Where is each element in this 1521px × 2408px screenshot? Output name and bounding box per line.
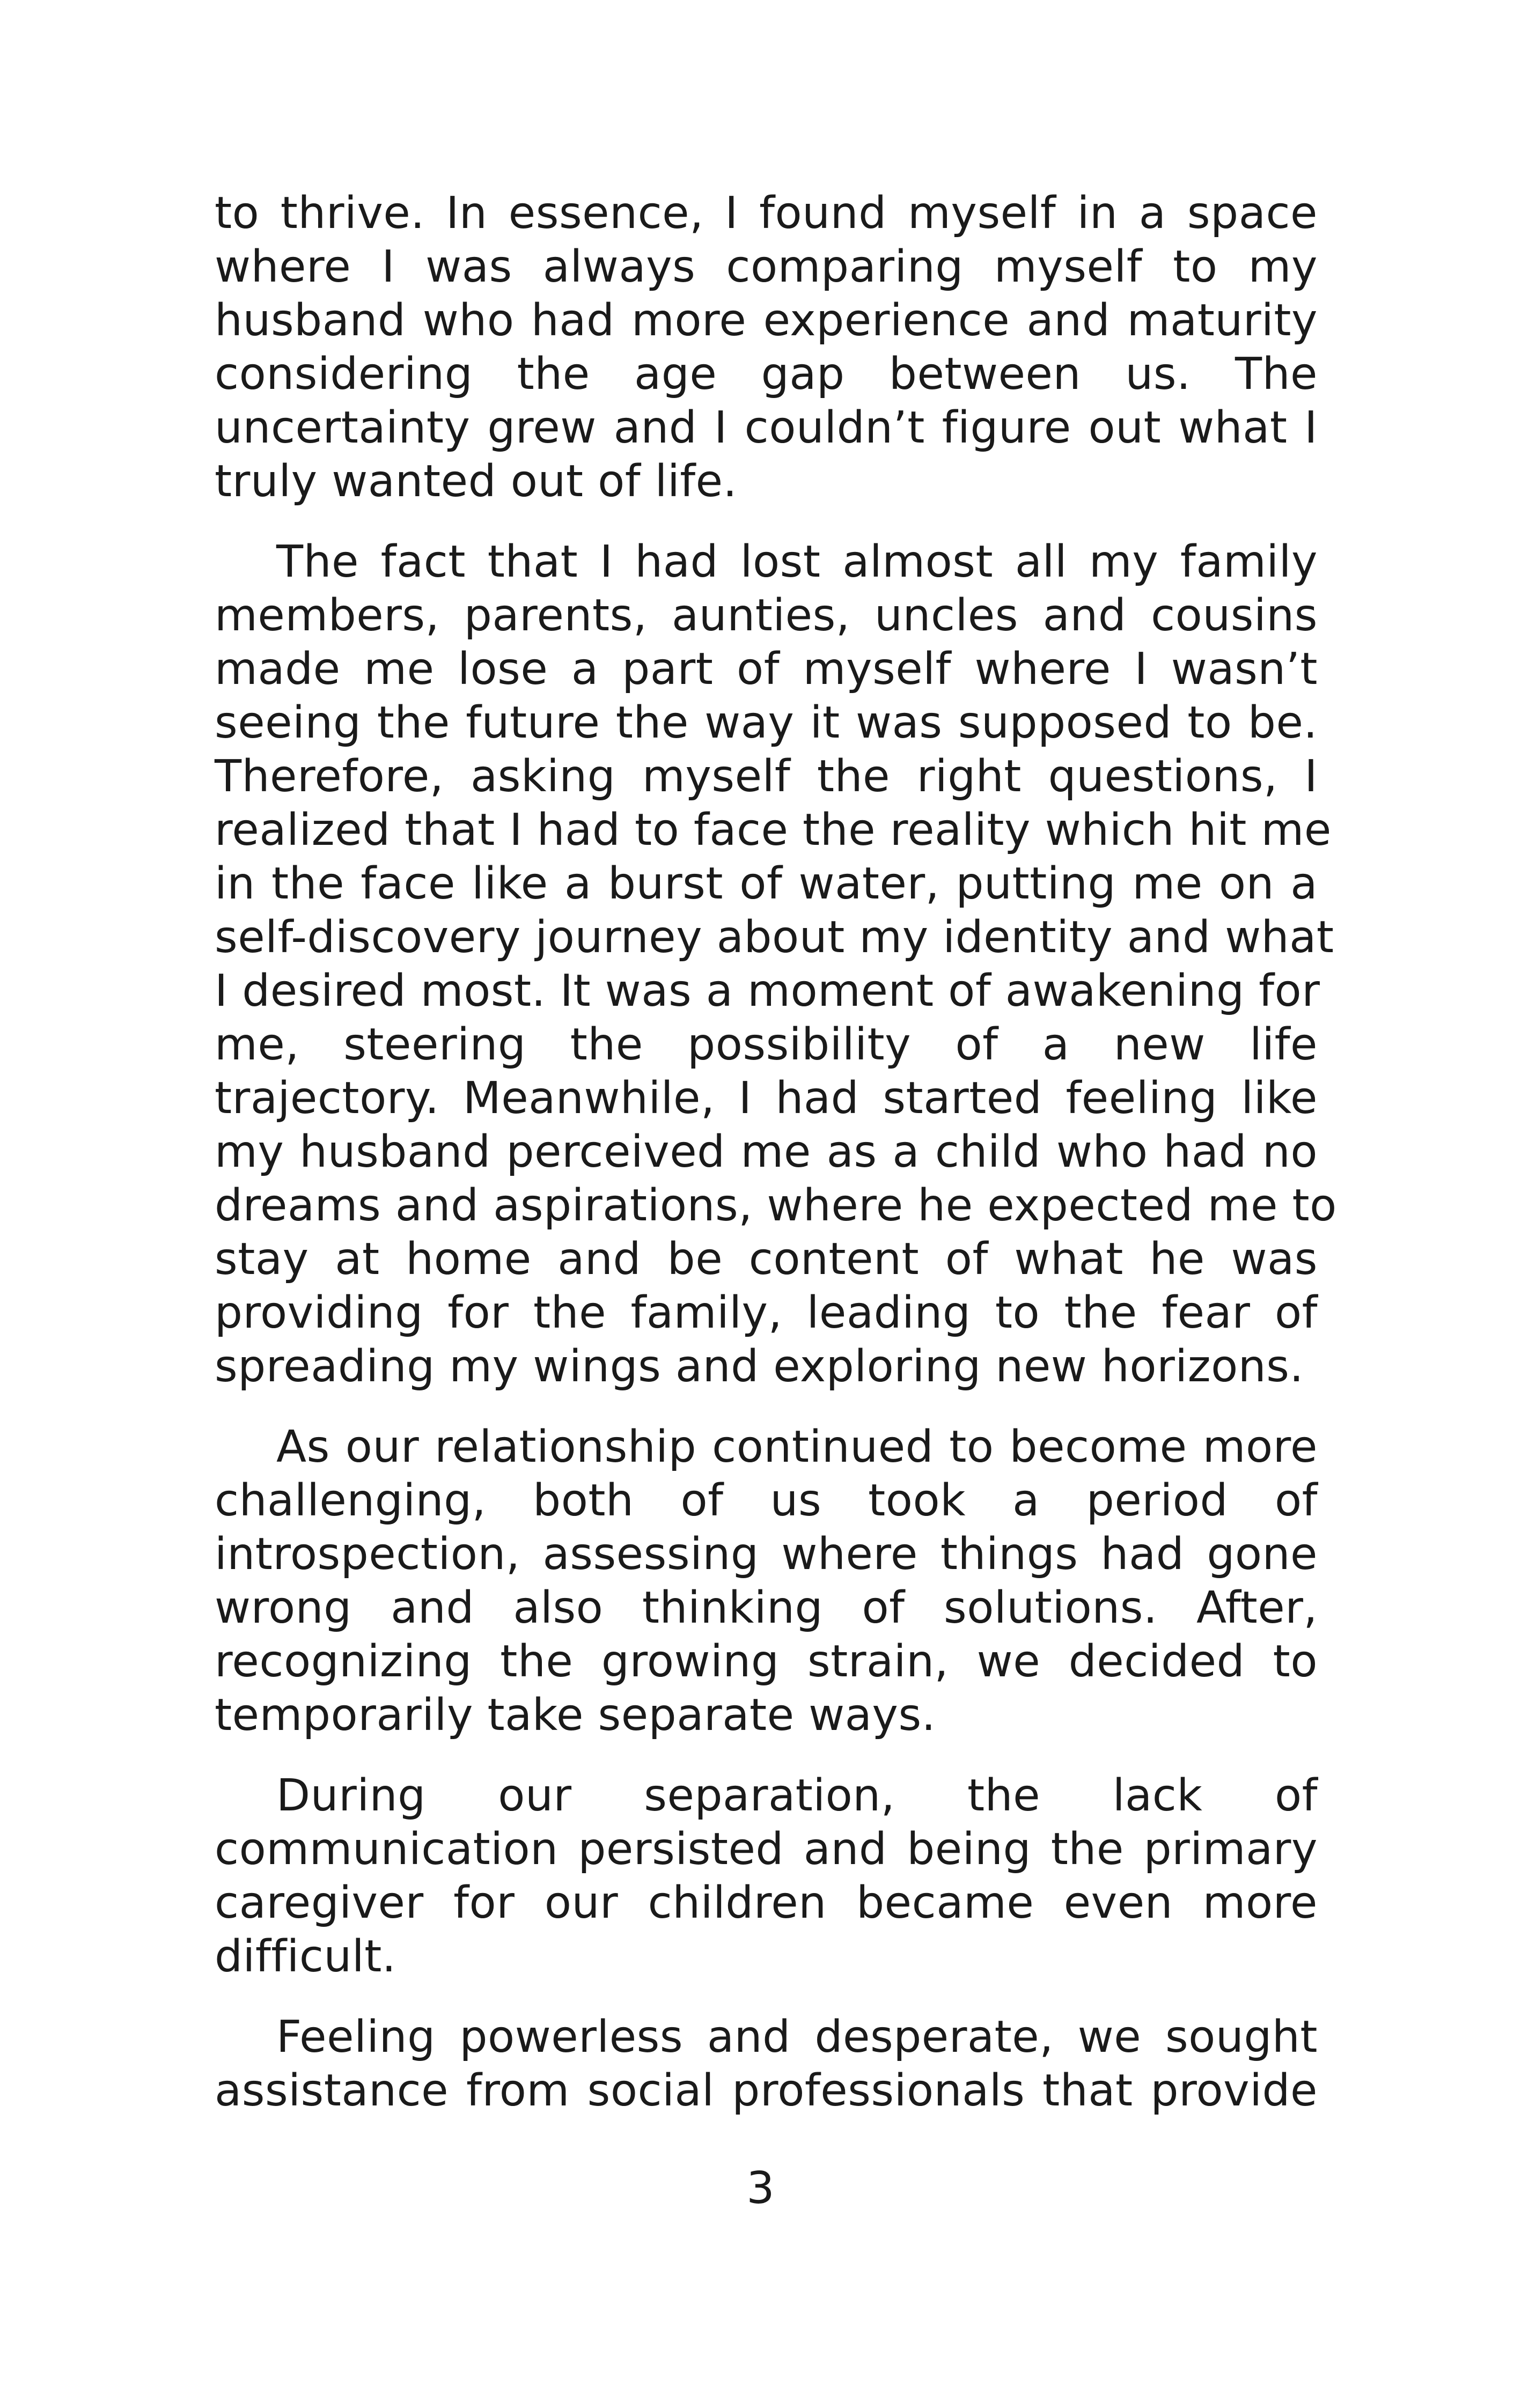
text-line: wrong and also thinking of solutions. After, xyxy=(215,1582,1318,1633)
paragraph xyxy=(215,187,1318,509)
paragraph xyxy=(215,1769,1318,1984)
page-number: 3 xyxy=(746,2163,775,2214)
text-line: temporarily take separate ways. xyxy=(215,1690,936,1741)
text-line: considering the age gap between us. The xyxy=(215,349,1318,400)
text-line: challenging, both of us took a period of xyxy=(215,1475,1318,1526)
text-line: During our separation, the lack of xyxy=(276,1770,1318,1821)
body-text xyxy=(215,187,1337,2145)
text-line: dreams and aspirations, where he expected me to xyxy=(215,1180,1337,1231)
text-line: Feeling powerless and desperate, we sought xyxy=(276,2012,1318,2063)
text-line: husband who had more experience and maturity xyxy=(215,295,1318,346)
text-line: recognizing the growing strain, we decided to xyxy=(215,1636,1318,1687)
text-line: me, steering the possibility of a new life xyxy=(215,1019,1318,1070)
text-line: uncertainty grew and I couldn’t figure out what I xyxy=(215,402,1318,453)
text-line: providing for the family, leading to the fear of xyxy=(215,1287,1318,1338)
text-line: The fact that I had lost almost all my family xyxy=(276,536,1318,587)
text-line: where I was always comparing myself to my xyxy=(215,241,1318,292)
text-line: my husband perceived me as a child who had no xyxy=(215,1126,1318,1177)
text-line: introspection, assessing where things had gone xyxy=(215,1529,1318,1580)
paragraph xyxy=(215,2011,1318,2118)
text-line: caregiver for our children became even more xyxy=(215,1877,1318,1928)
text-line: I desired most. It was a moment of awakening for xyxy=(215,966,1320,1017)
text-line: assistance from social professionals that provide xyxy=(215,2065,1318,2116)
paragraph xyxy=(215,535,1337,1394)
text-line: members, parents, aunties, uncles and cousins xyxy=(215,590,1318,641)
text-line: in the face like a burst of water, putting me on a xyxy=(215,858,1318,909)
text-line: self-discovery journey about my identity and what xyxy=(215,912,1334,963)
text-line: made me lose a part of myself where I wasn’t xyxy=(215,644,1318,695)
text-line: Therefore, asking myself the right questions, I xyxy=(215,751,1318,802)
text-line: trajectory. Meanwhile, I had started feeling like xyxy=(215,1073,1318,1124)
text-line: truly wanted out of life. xyxy=(215,456,738,507)
text-line: to thrive. In essence, I found myself in a space xyxy=(215,188,1318,239)
text-line: As our relationship continued to become more xyxy=(276,1422,1318,1472)
paragraph xyxy=(215,1420,1318,1742)
text-line: spreading my wings and exploring new horizons. xyxy=(215,1341,1304,1392)
text-line: stay at home and be content of what he was xyxy=(215,1234,1318,1285)
text-line: realized that I had to face the reality which hit me xyxy=(215,805,1332,856)
text-line: difficult. xyxy=(215,1931,396,1982)
text-line: seeing the future the way it was supposed to be. xyxy=(215,697,1318,748)
text-line: communication persisted and being the primary xyxy=(215,1824,1318,1875)
